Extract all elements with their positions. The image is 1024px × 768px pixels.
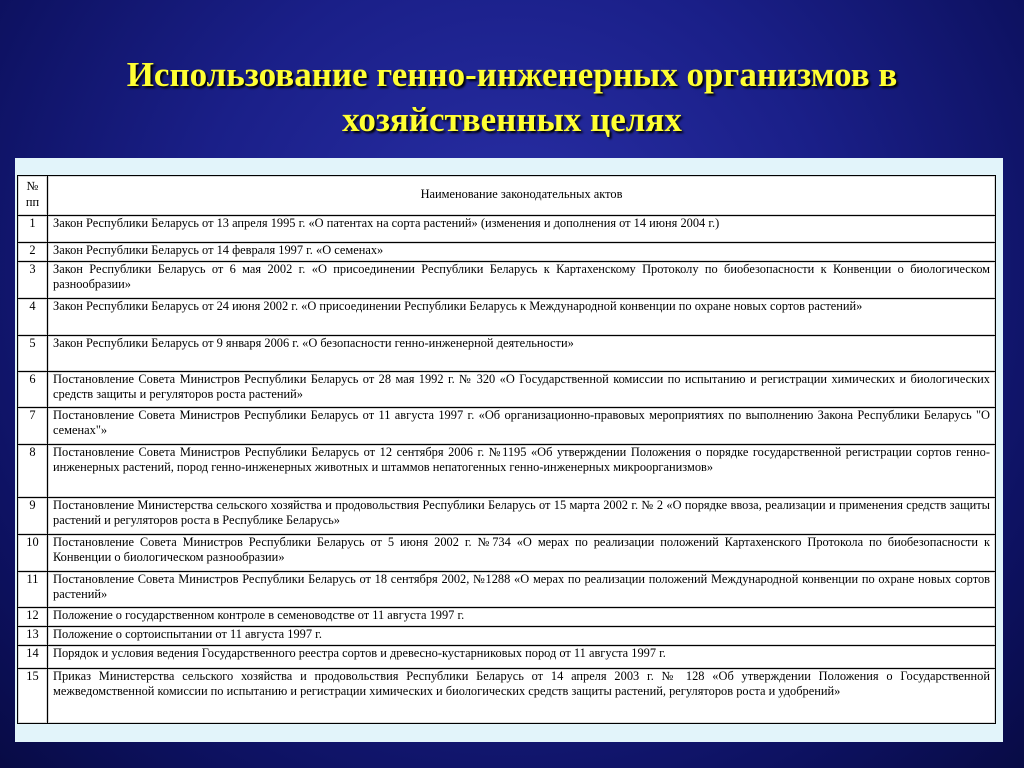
- table-row: [18, 668, 996, 723]
- table-row: [18, 497, 996, 534]
- row-number: 13: [18, 626, 48, 645]
- row-text: Постановление Совета Министров Республики Беларусь от 11 августа 1997 г. «Об организационно-правовых мероприятиях по выполнению Закона Республики Беларусь "О семенах"»: [48, 407, 996, 444]
- row-text: Положение о сортоиспытании от 11 августа 1997 г.: [48, 626, 996, 645]
- slide-title-line-2: хозяйственных целях: [342, 100, 682, 139]
- table-row: [18, 645, 996, 668]
- row-number: 10: [18, 534, 48, 571]
- row-text: Постановление Совета Министров Республики Беларусь от 12 сентября 2006 г. №1195 «Об утверждении Положения о порядке государственной регистрации сортов генно-инженерных растений, пород генно-инженерных животных и штаммов непатогенных генно-инженерных микроорганизмов»: [48, 444, 996, 497]
- row-number: 3: [18, 261, 48, 298]
- table-row: [18, 335, 996, 371]
- row-text: Постановление Совета Министров Республики Беларусь от 5 июня 2002 г. №734 «О мерах по реализации положений Картахенского Протокола по биобезопасности к Конвенции о биологическом разнообразии»: [48, 534, 996, 571]
- table-row: [18, 243, 996, 262]
- table-row: [18, 444, 996, 497]
- table-row: [18, 261, 996, 298]
- table-row: [18, 407, 996, 444]
- row-text: Приказ Министерства сельского хозяйства и продовольствия Республики Беларусь от 14 апреля 2003 г. № 128 «Об утверждении Положения о Государственной межведомственной комиссии по испытанию и регистрации химических и биологических средств защиты растений, регуляторов роста и удобрений»: [48, 668, 996, 723]
- table-row: [18, 571, 996, 607]
- row-text: Закон Республики Беларусь от 9 января 2006 г. «О безопасности генно-инженерной деятельности»: [48, 335, 996, 371]
- row-number: 1: [18, 216, 48, 243]
- row-text: Постановление Министерства сельского хозяйства и продовольствия Республики Беларусь от 15 марта 2002 г. № 2 «О порядке ввоза, реализации и применения средств защиты растений и регуляторов роста в Республике Беларусь»: [48, 497, 996, 534]
- row-number: 15: [18, 668, 48, 723]
- row-number: 7: [18, 407, 48, 444]
- table-header-row: [18, 176, 996, 216]
- row-text: Постановление Совета Министров Республики Беларусь от 18 сентября 2002, №1288 «О мерах по реализации положений Международной конвенции по охране новых сортов растений»: [48, 571, 996, 607]
- row-number: 4: [18, 298, 48, 335]
- table-row: [18, 371, 996, 407]
- row-text: Постановление Совета Министров Республики Беларусь от 28 мая 1992 г. № 320 «О Государственной комиссии по испытанию и регистрации химических и биологических средств защиты и регуляторов роста растений»: [48, 371, 996, 407]
- header-number: № пп: [18, 176, 48, 216]
- row-number: 14: [18, 645, 48, 668]
- table-panel: [15, 158, 1003, 742]
- slide-title-line-1: Использование генно-инженерных организмов в: [126, 55, 898, 94]
- table-row: [18, 298, 996, 335]
- row-number: 12: [18, 607, 48, 626]
- legislative-acts-table: [17, 175, 996, 724]
- row-number: 9: [18, 497, 48, 534]
- row-text: Закон Республики Беларусь от 13 апреля 1995 г. «О патентах на сорта растений» (изменения и дополнения от 14 июня 2004 г.): [48, 216, 996, 243]
- row-text: Закон Республики Беларусь от 14 февраля 1997 г. «О семенах»: [48, 243, 996, 262]
- table-row: [18, 626, 996, 645]
- table-row: [18, 607, 996, 626]
- table-row: [18, 216, 996, 243]
- row-number: 6: [18, 371, 48, 407]
- row-number: 2: [18, 243, 48, 262]
- row-number: 8: [18, 444, 48, 497]
- slide-title: [0, 52, 1024, 142]
- table-row: [18, 534, 996, 571]
- row-text: Закон Республики Беларусь от 24 июня 2002 г. «О присоединении Республики Беларусь к Международной конвенции по охране новых сортов растений»: [48, 298, 996, 335]
- header-name: Наименование законодательных актов: [48, 176, 996, 216]
- row-text: Положение о государственном контроле в семеноводстве от 11 августа 1997 г.: [48, 607, 996, 626]
- row-number: 5: [18, 335, 48, 371]
- row-text: Закон Республики Беларусь от 6 мая 2002 г. «О присоединении Республики Беларусь к Картахенскому Протоколу по биобезопасности к Конвенции о биологическом разнообразии»: [48, 261, 996, 298]
- row-number: 11: [18, 571, 48, 607]
- row-text: Порядок и условия ведения Государственного реестра сортов и древесно-кустарниковых пород от 11 августа 1997 г.: [48, 645, 996, 668]
